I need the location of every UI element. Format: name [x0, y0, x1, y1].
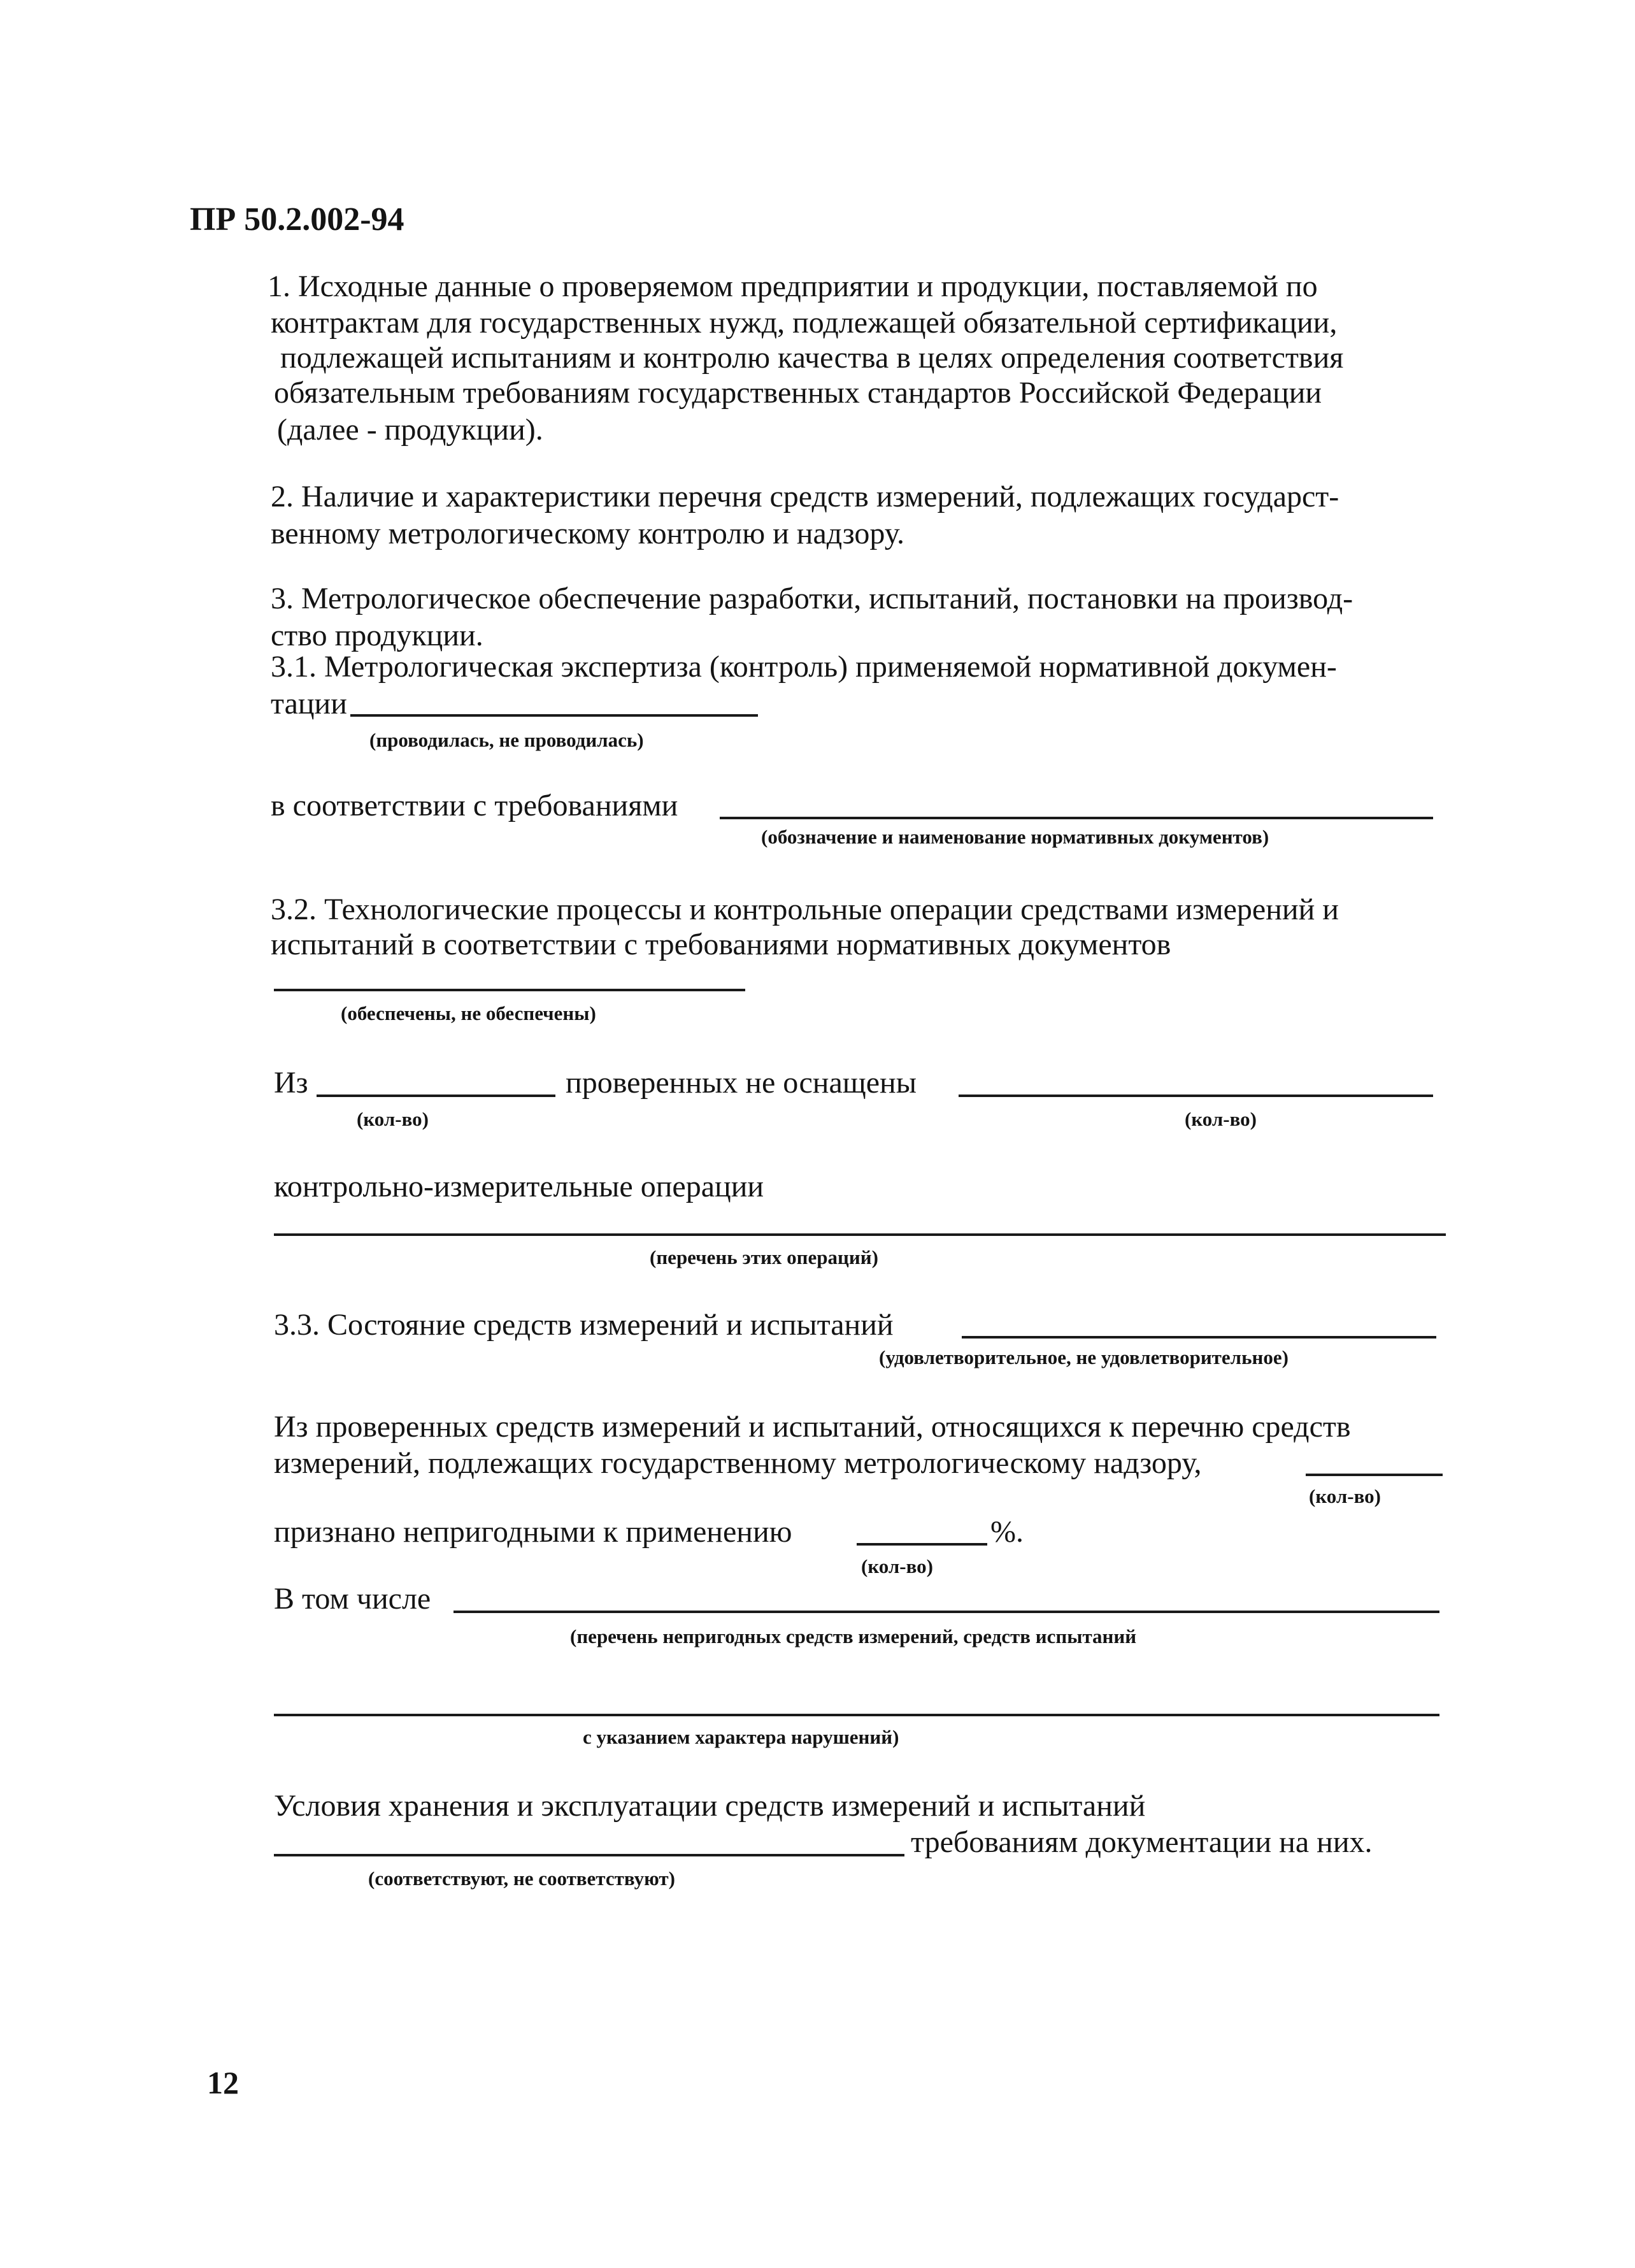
checked-instruments-line-1: Из проверенных средств измерений и испытаний, относящихся к перечню средств	[274, 1410, 1351, 1444]
operations-label: контрольно-измерительные операции	[274, 1170, 764, 1203]
section-3-2-line-1: 3.2. Технологические процессы и контрольные операции средствами измерений и	[271, 893, 1339, 926]
storage-line-2: требованиям документации на них.	[911, 1825, 1373, 1859]
section-1-line-4: обязательным требованиям государственных стандартов Российской Федерации	[274, 376, 1322, 410]
section-2-line-1: 2. Наличие и характеристики перечня средств измерений, подлежащих государст-	[271, 480, 1339, 513]
supervision-qty-line[interactable]	[1306, 1474, 1443, 1476]
section-1-line-5: (далее - продукции).	[277, 413, 543, 447]
condition-caption: (удовлетворительное, не удовлетворительное)	[879, 1346, 1289, 1368]
checked-not-equipped-label: проверенных не оснащены	[566, 1066, 917, 1100]
iz-label: Из	[274, 1066, 308, 1100]
not-equipped-qty-caption: (кол-во)	[1185, 1108, 1257, 1130]
storage-caption: (соответствуют, не соответствуют)	[368, 1867, 675, 1890]
section-3-1-line-2: тации	[271, 687, 347, 721]
section-2-line-2: венному метрологическому контролю и надзору.	[271, 517, 904, 550]
unfit-list-line-1[interactable]	[453, 1611, 1439, 1613]
including-label: В том числе	[274, 1582, 431, 1616]
condition-answer-line[interactable]	[962, 1336, 1436, 1339]
unfit-list-caption-1: (перечень непригодных средств измерений, средств испытаний	[570, 1625, 1137, 1647]
unfit-list-caption-2: с указанием характера нарушений)	[583, 1726, 899, 1748]
section-3-2-line-2: испытаний в соответствии с требованиями нормативных документов	[271, 928, 1171, 961]
expertise-answer-line[interactable]	[350, 714, 758, 717]
processes-caption: (обеспечены, не обеспечены)	[341, 1002, 596, 1024]
not-equipped-qty-line[interactable]	[959, 1095, 1433, 1097]
section-3-line-1: 3. Метрологическое обеспечение разработки, испытаний, постановки на производ-	[271, 582, 1353, 615]
operations-caption: (перечень этих операций)	[650, 1246, 878, 1268]
storage-line-1: Условия хранения и эксплуатации средств измерений и испытаний	[274, 1789, 1146, 1823]
unfit-label: признано непригодными к применению	[274, 1515, 792, 1549]
checked-instruments-line-2: измерений, подлежащих государственному метрологическому надзору,	[274, 1446, 1202, 1480]
section-1-line-3: подлежащей испытаниям и контролю качества в целях определения соответствия	[280, 341, 1344, 375]
unfit-list-line-2[interactable]	[274, 1714, 1439, 1716]
section-3-1-line-1: 3.1. Метрологическая экспертиза (контроль) применяемой нормативной докумен-	[271, 650, 1337, 684]
requirements-label: в соответствии с требованиями	[271, 789, 678, 822]
checked-qty-line[interactable]	[317, 1095, 555, 1097]
unfit-qty-caption: (кол-во)	[861, 1555, 933, 1577]
supervision-qty-caption: (кол-во)	[1309, 1485, 1381, 1507]
requirements-caption: (обозначение и наименование нормативных документов)	[761, 826, 1269, 848]
section-1-line-1: 1. Исходные данные о проверяемом предприятии и продукции, поставляемой по	[268, 269, 1318, 303]
checked-qty-caption: (кол-во)	[357, 1108, 429, 1130]
requirements-answer-line[interactable]	[720, 817, 1433, 819]
section-1-line-2: контрактам для государственных нужд, подлежащей обязательной сертификации,	[271, 306, 1338, 340]
section-3-3-line-1: 3.3. Состояние средств измерений и испытаний	[274, 1308, 894, 1342]
operations-answer-line[interactable]	[274, 1233, 1446, 1236]
storage-answer-line[interactable]	[274, 1854, 904, 1856]
expertise-caption: (проводилась, не проводилась)	[369, 729, 644, 751]
percent-sign: %.	[990, 1515, 1024, 1549]
page-number: 12	[207, 2065, 239, 2100]
processes-answer-line[interactable]	[274, 989, 745, 991]
unfit-percent-line[interactable]	[857, 1543, 987, 1546]
section-3-line-2: ство продукции.	[271, 619, 483, 652]
document-code: ПР 50.2.002-94	[190, 201, 404, 238]
